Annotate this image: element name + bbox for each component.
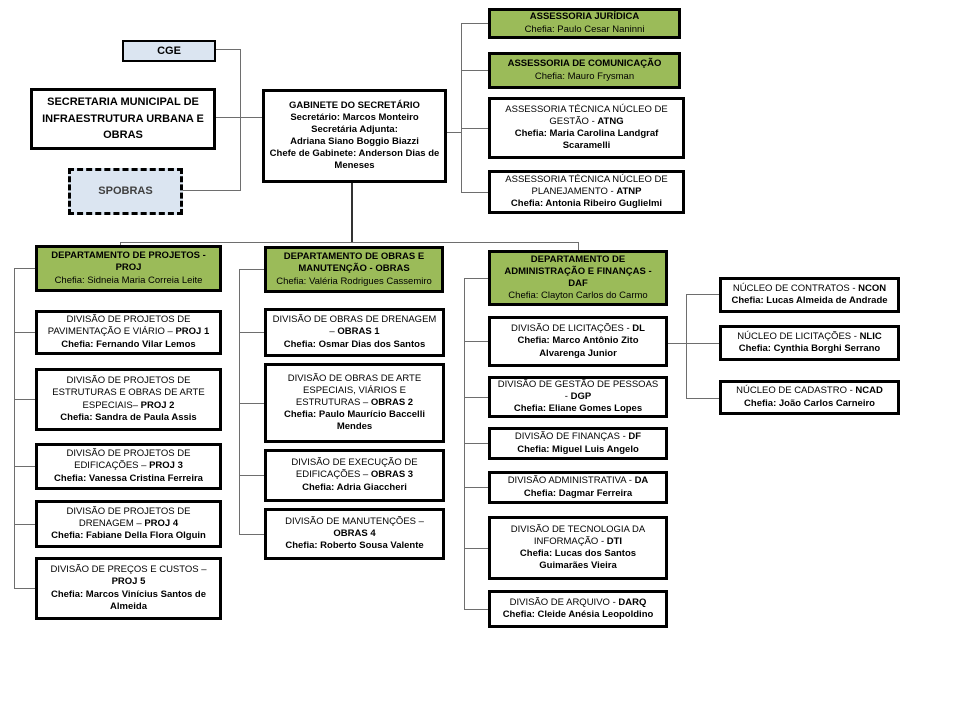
gabinete-secretary: Secretário: Marcos Monteiro <box>290 111 419 123</box>
connector-line <box>464 397 488 398</box>
box-nucleo-ncon <box>719 277 900 313</box>
box-title: DIVISÃO DE ARQUIVO - DARQ <box>509 596 647 608</box>
box-secretaria <box>30 88 216 150</box>
connector-line <box>464 443 488 444</box>
box-div-da <box>488 471 668 504</box>
box-chief: Chefia: Maria Carolina Landgraf Scaramelli <box>514 128 659 152</box>
box-chief: Chefia: Paulo Maurício Baccelli Mendes <box>284 409 425 433</box>
box-title: NÚCLEO DE CONTRATOS - NCON <box>732 282 887 294</box>
box-chief: Chefia: Antonia Ribeiro Guglielmi <box>510 198 663 210</box>
connector-line <box>464 609 488 610</box>
box-assessoria-juridica <box>488 8 681 39</box>
box-nucleo-nlic <box>719 325 900 361</box>
box-title: GABINETE DO SECRETÁRIO <box>289 99 420 111</box>
box-div-proj4 <box>35 500 222 548</box>
box-chief: Chefia: Cleide Anésia Leopoldino <box>502 609 654 620</box>
box-title: DIVISÃO DE PROJETOS DE EDIFICAÇÕES – PROJ 3 <box>66 448 191 472</box>
box-title: DIVISÃO DE LICITAÇÕES - DL <box>511 323 645 335</box>
box-dept-obras <box>264 246 444 293</box>
box-chief: Chefia: João Carlos Carneiro <box>744 397 875 409</box>
box-title: DIVISÃO DE MANUTENÇÕES – OBRAS 4 <box>285 515 424 539</box>
connector-line <box>14 588 35 589</box>
box-chief: Chefia: Lucas dos Santos Guimarães Vieira <box>519 548 637 572</box>
box-div-proj2 <box>35 368 222 431</box>
box-title: DIVISÃO DE PROJETOS DE ESTRUTURAS E OBRAS DE ARTE ESPECIAIS– PROJ 2 <box>52 375 205 411</box>
box-title: ASSESSORIA TÉCNICA NÚCLEO DE PLANEJAMENTO - ATNP <box>505 173 668 197</box>
box-title: SECRETARIA MUNICIPAL DE INFRAESTRUTURA URBANA E OBRAS <box>42 96 204 142</box>
box-title: DIVISÃO DE FINANÇAS - DF <box>514 431 642 443</box>
connector-line <box>239 475 264 476</box>
box-chief: Chefia: Adria Giaccheri <box>302 481 407 493</box>
box-title: NÚCLEO DE LICITAÇÕES - NLIC <box>737 330 882 342</box>
connector-line <box>461 70 488 71</box>
box-div-dgp <box>488 376 668 418</box>
box-chief: Chefia: Vanessa Cristina Ferreira <box>54 472 203 484</box>
box-dept-proj <box>35 245 222 292</box>
box-title: DIVISÃO DE TECNOLOGIA DA INFORMAÇÃO - DTI <box>510 523 646 547</box>
gabinete-deputy-label: Secretária Adjunta: <box>311 123 398 135</box>
box-chief: Chefia: Cynthia Borghi Serrano <box>738 343 881 354</box>
box-cge <box>122 40 216 62</box>
box-chief: Chefia: Clayton Carlos do Carmo <box>508 290 648 302</box>
connector-line <box>686 398 719 399</box>
connector-line <box>239 534 264 535</box>
box-chief: Chefia: Sidneia Maria Correia Leite <box>54 274 203 286</box>
box-title: ASSESSORIA JURÍDICA <box>529 11 640 23</box>
box-div-obras3 <box>264 449 445 502</box>
connector-line <box>239 269 264 270</box>
connector-line <box>464 278 465 610</box>
connector-line <box>686 294 719 295</box>
box-div-obras4 <box>264 508 445 560</box>
box-assessoria-atng <box>488 97 685 159</box>
box-dept-daf <box>488 250 668 306</box>
box-div-darq <box>488 590 668 628</box>
box-chief: Chefia: Mauro Frysman <box>534 70 635 82</box>
box-chief: Chefia: Eliane Gomes Lopes <box>513 403 643 415</box>
box-title: DIVISÃO ADMINISTRATIVA - DA <box>507 475 649 487</box>
box-title: DIVISÃO DE PROJETOS DE DRENAGEM – PROJ 4 <box>66 505 191 529</box>
box-chief: Chefia: Marcos Vinícius Santos de Almeida <box>50 588 207 612</box>
box-title: DIVISÃO DE OBRAS DE ARTE ESPECIAIS, VIÁRIOS E ESTRUTURAS – OBRAS 2 <box>287 372 422 408</box>
connector-line <box>14 268 15 589</box>
box-title: DEPARTAMENTO DE OBRAS E MANUTENÇÃO - OBRAS <box>283 251 425 275</box>
box-spobras <box>68 168 183 215</box>
connector-line <box>120 242 578 243</box>
connector-line <box>351 183 353 243</box>
connector-line <box>461 128 488 129</box>
box-title: DIVISÃO DE GESTÃO DE PESSOAS - DGP <box>497 378 659 402</box>
box-div-obras2 <box>264 363 445 443</box>
box-assessoria-atnp <box>488 170 685 214</box>
connector-line <box>14 332 35 333</box>
box-chief: Chefia: Miguel Luis Angelo <box>517 443 639 455</box>
box-title: CGE <box>157 44 181 57</box>
connector-line <box>464 341 488 342</box>
box-title: DEPARTAMENTO DE PROJETOS - PROJ <box>51 250 206 274</box>
connector-line <box>14 466 35 467</box>
box-chief: Chefia: Fernando Vilar Lemos <box>61 338 196 350</box>
box-title: DIVISÃO DE PROJETOS DE PAVIMENTAÇÃO E VIÁRIO – PROJ 1 <box>47 314 210 338</box>
box-chief: Chefia: Sandra de Paula Assis <box>60 411 197 423</box>
box-chief: Chefia: Marco Antônio Zito Alvarenga Junior <box>517 335 639 359</box>
connector-line <box>447 132 461 133</box>
connector-line <box>668 343 719 344</box>
box-div-proj3 <box>35 443 222 490</box>
connector-line <box>461 23 488 24</box>
box-title: SPOBRAS <box>98 185 153 198</box>
box-title: ASSESSORIA TÉCNICA NÚCLEO DE GESTÃO - ATNG <box>505 103 668 127</box>
connector-line <box>216 117 262 118</box>
gabinete-deputy-name: Adriana Siano Boggio Biazzi <box>290 136 419 147</box>
connector-line <box>14 524 35 525</box>
connector-line <box>216 49 240 50</box>
box-gabinete <box>262 89 447 183</box>
box-div-proj5 <box>35 557 222 620</box>
box-div-dl <box>488 316 668 367</box>
box-chief: Chefia: Dagmar Ferreira <box>523 487 633 499</box>
connector-line <box>240 49 241 191</box>
connector-line <box>464 278 488 279</box>
box-title: NÚCLEO DE CADASTRO - NCAD <box>736 385 883 397</box>
box-div-dti <box>488 516 668 580</box>
box-nucleo-ncad <box>719 380 900 415</box>
box-title: ASSESSORIA DE COMUNICAÇÃO <box>507 58 662 70</box>
connector-line <box>183 190 240 191</box>
box-div-df <box>488 427 668 460</box>
box-chief: Chefia: Paulo Cesar Naninni <box>524 23 645 35</box>
connector-line <box>14 268 35 269</box>
box-chief: Chefia: Lucas Almeida de Andrade <box>731 295 888 306</box>
connector-line <box>686 294 687 399</box>
connector-line <box>239 269 240 535</box>
connector-line <box>464 487 488 488</box>
gabinete-chief-of-staff: Chefe de Gabinete: Anderson Dias de Meneses <box>269 148 440 172</box>
box-assessoria-comunicacao <box>488 52 681 89</box>
box-chief: Chefia: Osmar Dias dos Santos <box>283 338 426 350</box>
connector-line <box>461 23 462 193</box>
connector-line <box>461 192 488 193</box>
connector-line <box>14 399 35 400</box>
box-title: DEPARTAMENTO DE ADMINISTRAÇÃO E FINANÇAS - DAF <box>504 253 652 289</box>
box-div-obras1 <box>264 308 445 357</box>
box-title: DIVISÃO DE OBRAS DE DRENAGEM – OBRAS 1 <box>272 314 437 338</box>
box-title: DIVISÃO DE PREÇOS E CUSTOS – PROJ 5 <box>50 564 207 588</box>
box-chief: Chefia: Valéria Rodrigues Cassemiro <box>276 275 432 287</box>
connector-line <box>239 332 264 333</box>
box-div-proj1 <box>35 310 222 355</box>
box-chief: Chefia: Fabiane Della Flora Olguin <box>51 530 206 542</box>
connector-line <box>239 403 264 404</box>
box-title: DIVISÃO DE EXECUÇÃO DE EDIFICAÇÕES – OBRAS 3 <box>291 457 418 481</box>
box-chief: Chefia: Roberto Sousa Valente <box>285 540 424 552</box>
connector-line <box>464 548 488 549</box>
